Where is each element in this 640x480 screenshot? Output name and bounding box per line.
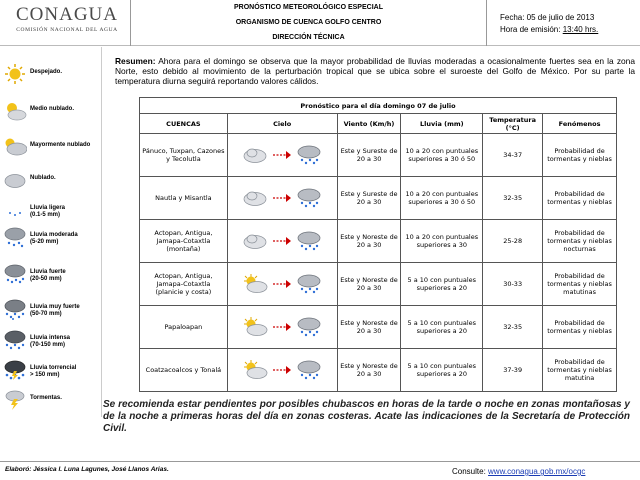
page-header [0,0,640,46]
cell-lluvia: 10 a 20 con puntuales superiores a 30 ó 50 [401,134,483,177]
arrow-right-icon [272,322,292,332]
col-header-lluvia: Lluvia (mm) [401,114,483,134]
elaboro-text: Elaboró: Jéssica I. Luna Lagunes, José Llanos Arias. [5,466,169,473]
forecast-table [139,97,617,392]
legend-label: Despejado. [30,69,63,75]
cell-cuenca: Nautla y Misantla [140,177,228,220]
legend-label: Nublado. [30,175,56,181]
conagua-link[interactable]: www.conagua.gob.mx/ocgc [488,467,586,476]
consulte-text [452,467,585,476]
legend-label-sub: (20-50 mm) [30,276,62,282]
cell-cuenca: Coatzacoalcos y Tonalá [140,349,228,392]
partly-cloudy-icon [242,360,268,380]
legend-label-main: Lluvia ligera [30,205,66,211]
cell-fenomenos: Probabilidad de tormentas y nieblas [543,177,617,220]
cell-temperatura: 30-33 [483,263,543,306]
cell-cielo [227,177,337,220]
legend-item [0,61,102,101]
header-title-2: ORGANISMO DE CUENCA GOLFO CENTRO [235,19,382,26]
cell-viento: Este y Noreste de 20 a 30 [337,349,401,392]
rain-cloud-icon [296,187,322,209]
legend-item [0,224,102,264]
col-header-cuencas: CUENCAS [140,114,228,134]
fecha-text: Fecha: 05 de julio de 2013 [500,13,595,22]
summary-text: Ahora para el domingo se observa que la mayor probabilidad de lluvias moderadas a ocasionalmente fuertes sea en la zona Norte, esto debido al movimiento de la perturbación tropical que se ubica sobre el suroeste del Golfo de México. Por su parte la temperatura diurna seguirá reportando valores cálidos. [115,56,635,86]
legend-label-main: Lluvia torrencial [30,365,77,371]
cell-cielo [227,349,337,392]
cell-temperatura: 25-28 [483,220,543,263]
rain-cloud-icon [296,316,322,338]
rain-cloud-icon [296,273,322,295]
cell-cuenca: Pánuco, Tuxpan, Cazones y Tecolutla [140,134,228,177]
legend-label-sub: (50-70 mm) [30,311,62,317]
cell-viento: Este y Noreste de 20 a 30 [337,306,401,349]
logo-name: CONAGUA [16,4,118,25]
legend-label [30,232,102,246]
cell-lluvia: 10 a 20 con puntuales superiores a 30 [401,220,483,263]
legend-label-main: Lluvia muy fuerte [30,304,80,310]
mostly-cloudy-icon [3,136,27,158]
table-row [140,134,617,177]
cell-fenomenos: Probabilidad de tormentas y nieblas nocturnas [543,220,617,263]
partly-cloudy-icon [242,274,268,294]
legend-item [0,261,102,301]
emision-value: 13:40 hrs. [562,25,599,34]
cell-temperatura: 32-35 [483,306,543,349]
legend-label-sub: (70-150 mm) [30,342,66,348]
summary-label: Resumen: [115,56,156,66]
torrential-rain-icon [3,359,27,381]
legend-item [0,98,102,138]
table-title: Pronóstico para el día domingo 07 de julio [140,98,617,114]
summary-paragraph [115,56,635,86]
arrow-right-icon [272,150,292,160]
header-dates [500,12,598,36]
rain-cloud-icon [296,144,322,166]
legend-label-sub: (0.1-5 mm) [30,212,61,218]
legend-label [30,304,102,318]
cell-fenomenos: Probabilidad de tormentas y nieblas [543,306,617,349]
cell-cielo [227,220,337,263]
logo-subtitle: COMISIÓN NACIONAL DEL AGUA [16,27,118,33]
cell-temperatura: 37-39 [483,349,543,392]
cell-cuenca: Actopan, Antigua, Jamapa-Cotaxtla (montaña) [140,220,228,263]
arrow-right-icon [272,236,292,246]
light-rain-icon [3,199,27,221]
emision-text [500,24,598,36]
cell-viento: Este y Noreste de 20 a 30 [337,220,401,263]
cloud-icon [242,231,268,251]
legend-label-sub: (5-20 mm) [30,239,59,245]
emision-label: Hora de emisión: [500,25,563,34]
legend-label: Medio nublado. [30,106,74,112]
legend-label: Mayormente nublado [30,142,91,148]
arrow-right-icon [272,193,292,203]
legend-label-sub: > 150 mm) [30,372,60,378]
cell-lluvia: 5 a 10 con puntuales superiores a 20 [401,306,483,349]
header-title-1: PRONÓSTICO METEOROLÓGICO ESPECIAL [234,4,383,11]
page-footer [0,461,640,480]
table-row [140,306,617,349]
cloud-icon [242,145,268,165]
conagua-logo [6,4,128,42]
cell-lluvia: 10 a 20 con puntuales superiores a 30 ó 50 [401,177,483,220]
cell-fenomenos: Probabilidad de tormentas y nieblas [543,134,617,177]
table-row [140,263,617,306]
table-row [140,349,617,392]
cell-temperatura: 32-35 [483,177,543,220]
legend-sidebar [0,47,102,417]
legend-label [30,365,102,379]
table-row [140,220,617,263]
col-header-viento: Viento (Km/h) [337,114,401,134]
storm-icon [3,389,27,411]
table-row [140,177,617,220]
arrow-right-icon [272,279,292,289]
cell-fenomenos: Probabilidad de tormentas y nieblas matutina [543,349,617,392]
arrow-right-icon [272,365,292,375]
legend-label [30,269,102,283]
legend-item [0,387,102,427]
cell-viento: Este y Noreste de 20 a 30 [337,263,401,306]
rain-cloud-icon [296,230,322,252]
rain-cloud-icon [296,359,322,381]
very-heavy-rain-icon [3,298,27,320]
legend-label [30,205,102,219]
intense-rain-icon [3,329,27,351]
legend-label-main: Lluvia moderada [30,232,78,238]
cell-cuenca: Actopan, Antigua, Jamapa-Cotaxtla (planicie y costa) [140,263,228,306]
cell-lluvia: 5 a 10 con puntuales superiores a 20 [401,263,483,306]
cell-cielo [227,306,337,349]
heavy-rain-icon [3,263,27,285]
legend-label: Tormentas. [30,395,62,401]
cell-viento: Este y Sureste de 20 a 30 [337,177,401,220]
col-header-cielo: Cielo [227,114,337,134]
header-title-block [130,0,487,46]
col-header-fenomenos: Fenómenos [543,114,617,134]
cell-cielo [227,263,337,306]
legend-label-main: Lluvia fuerte [30,269,66,275]
cell-fenomenos: Probabilidad de tormentas y nieblas matutinas [543,263,617,306]
table-header-row [140,114,617,134]
cloud-icon [242,188,268,208]
cloud-icon [3,169,27,191]
advice-text: Se recomienda estar pendientes por posibles chubascos en horas de la tarde o noche en zonas montañosas y de la noche a primeras horas del día en zonas costeras. Acate las indicaciones de la Secretaría de Protección Civil. [103,399,630,434]
header-title-3: DIRECCIÓN TÉCNICA [272,34,345,41]
cell-temperatura: 34-37 [483,134,543,177]
col-header-temperatura: Temperatura (°C) [483,114,543,134]
partly-cloudy-icon [242,317,268,337]
cell-cuenca: Papaloapan [140,306,228,349]
legend-label [30,335,102,349]
sun-icon [3,63,27,85]
consulte-label: Consulte: [452,467,489,476]
cell-viento: Este y Sureste de 20 a 30 [337,134,401,177]
moderate-rain-icon [3,226,27,248]
legend-label-main: Lluvia intensa [30,335,71,341]
cell-cielo [227,134,337,177]
partly-cloudy-icon [3,100,27,122]
cell-lluvia: 5 a 10 con puntuales superiores a 20 [401,349,483,392]
